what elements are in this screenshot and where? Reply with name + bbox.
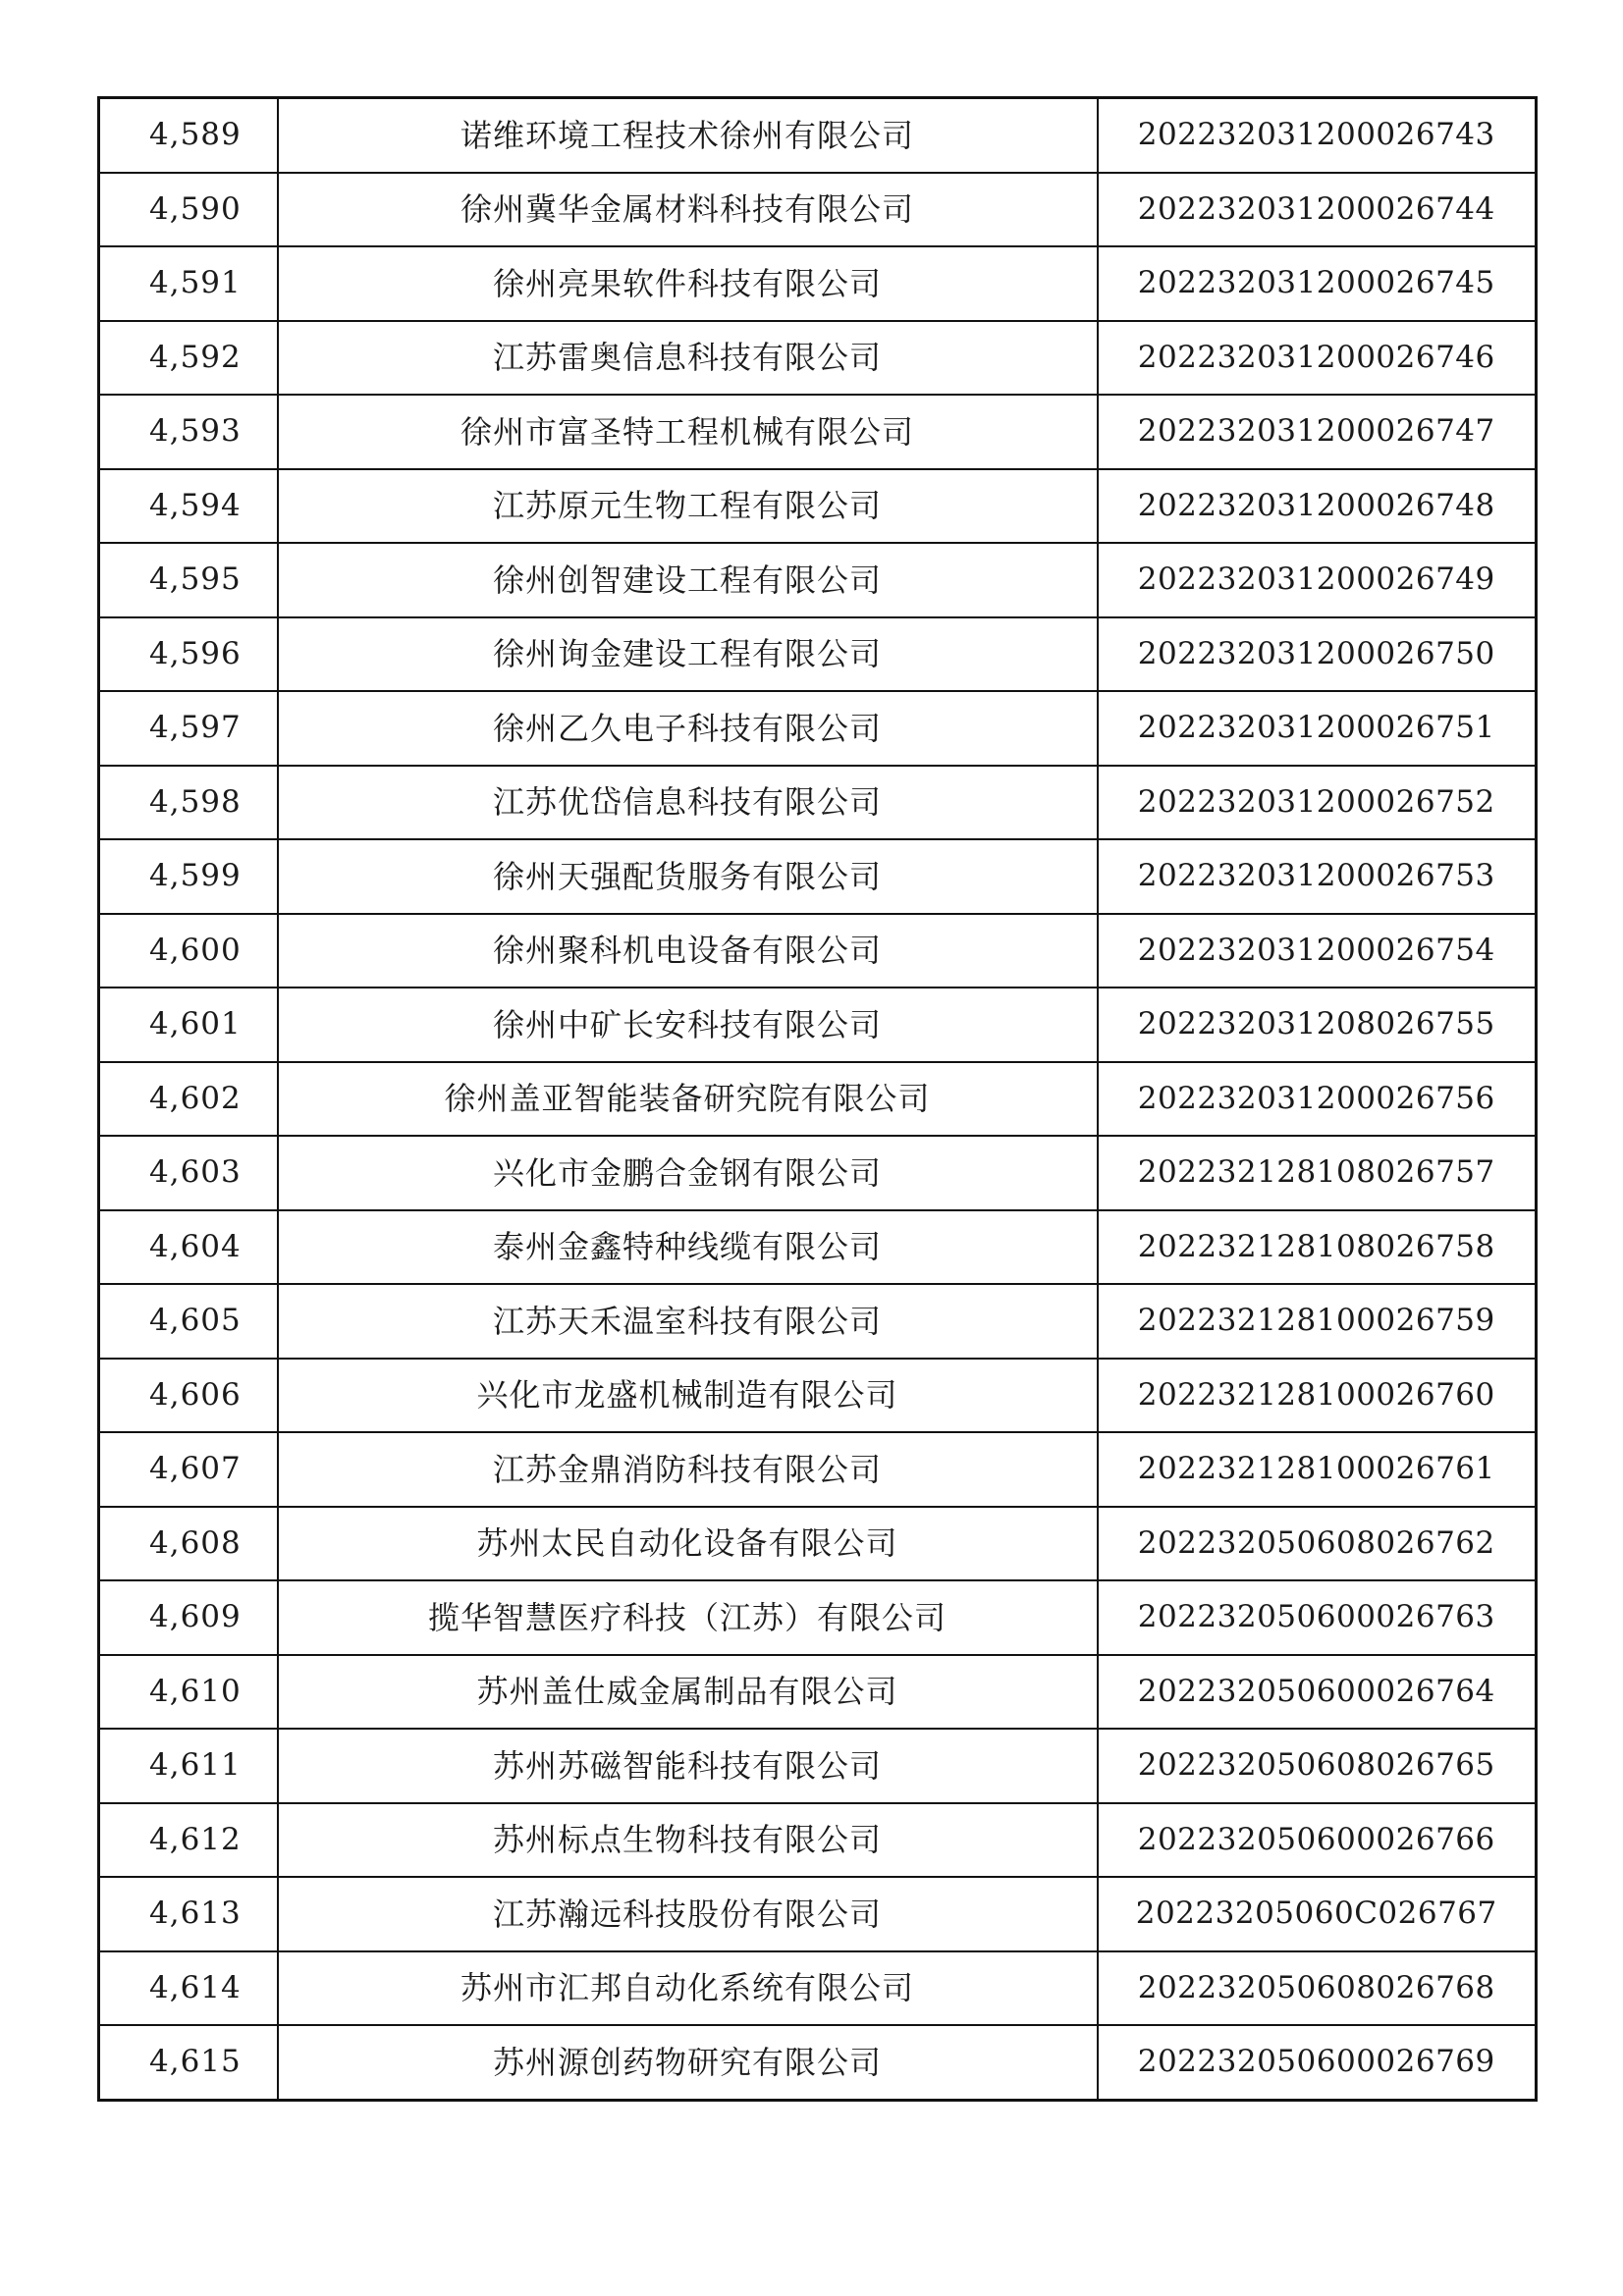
registration-code: 202232031200026749: [1098, 543, 1537, 617]
registration-code: 202232031200026753: [1098, 839, 1537, 914]
row-number: 4,605: [99, 1284, 278, 1359]
company-name: 泰州金鑫特种线缆有限公司: [278, 1210, 1098, 1285]
registration-code: 202232050608026762: [1098, 1507, 1537, 1581]
registration-code: 202232050600026769: [1098, 2025, 1537, 2100]
company-name: 江苏原元生物工程有限公司: [278, 469, 1098, 544]
company-list-table: [97, 96, 1538, 2102]
company-name: 江苏雷奥信息科技有限公司: [278, 321, 1098, 396]
row-number: 4,612: [99, 1803, 278, 1878]
registration-code: 202232050608026768: [1098, 1951, 1537, 2026]
company-name: 徐州中矿长安科技有限公司: [278, 988, 1098, 1062]
registration-code: 202232031200026744: [1098, 173, 1537, 247]
registration-code: 202232031200026747: [1098, 395, 1537, 469]
table-body: [99, 98, 1537, 2101]
row-number: 4,604: [99, 1210, 278, 1285]
row-number: 4,590: [99, 173, 278, 247]
row-number: 4,600: [99, 914, 278, 988]
registration-code: 202232031200026754: [1098, 914, 1537, 988]
table-row: [99, 469, 1537, 544]
company-name: 江苏瀚远科技股份有限公司: [278, 1877, 1098, 1951]
table-row: [99, 1877, 1537, 1951]
row-number: 4,614: [99, 1951, 278, 2026]
row-number: 4,591: [99, 246, 278, 321]
table-row: [99, 246, 1537, 321]
row-number: 4,602: [99, 1062, 278, 1137]
row-number: 4,609: [99, 1580, 278, 1655]
row-number: 4,611: [99, 1729, 278, 1803]
registration-code: 202232031200026745: [1098, 246, 1537, 321]
registration-code: 202232031200026752: [1098, 766, 1537, 840]
row-number: 4,613: [99, 1877, 278, 1951]
company-name: 诺维环境工程技术徐州有限公司: [278, 98, 1098, 173]
company-name: 徐州天强配货服务有限公司: [278, 839, 1098, 914]
company-name: 苏州盖仕威金属制品有限公司: [278, 1655, 1098, 1730]
company-name: 揽华智慧医疗科技（江苏）有限公司: [278, 1580, 1098, 1655]
table-row: [99, 1951, 1537, 2026]
table-row: [99, 1136, 1537, 1210]
company-name: 苏州市汇邦自动化系统有限公司: [278, 1951, 1098, 2026]
row-number: 4,601: [99, 988, 278, 1062]
registration-code: 20223205060C026767: [1098, 1877, 1537, 1951]
company-name: 江苏金鼎消防科技有限公司: [278, 1432, 1098, 1507]
company-name: 兴化市龙盛机械制造有限公司: [278, 1359, 1098, 1433]
row-number: 4,595: [99, 543, 278, 617]
company-name: 徐州市富圣特工程机械有限公司: [278, 395, 1098, 469]
table-row: [99, 2025, 1537, 2100]
row-number: 4,599: [99, 839, 278, 914]
table-row: [99, 1655, 1537, 1730]
row-number: 4,593: [99, 395, 278, 469]
registration-code: 202232031200026750: [1098, 617, 1537, 692]
company-name: 徐州创智建设工程有限公司: [278, 543, 1098, 617]
registration-code: 202232128100026759: [1098, 1284, 1537, 1359]
company-name: 徐州聚科机电设备有限公司: [278, 914, 1098, 988]
row-number: 4,607: [99, 1432, 278, 1507]
row-number: 4,589: [99, 98, 278, 173]
registration-code: 202232031200026748: [1098, 469, 1537, 544]
company-name: 苏州太民自动化设备有限公司: [278, 1507, 1098, 1581]
row-number: 4,606: [99, 1359, 278, 1433]
table-row: [99, 691, 1537, 766]
table-row: [99, 1729, 1537, 1803]
registration-code: 202232128108026757: [1098, 1136, 1537, 1210]
registration-code: 202232050608026765: [1098, 1729, 1537, 1803]
company-name: 徐州询金建设工程有限公司: [278, 617, 1098, 692]
table-row: [99, 1432, 1537, 1507]
registration-code: 202232050600026763: [1098, 1580, 1537, 1655]
row-number: 4,597: [99, 691, 278, 766]
registration-code: 202232031200026751: [1098, 691, 1537, 766]
company-name: 江苏优岱信息科技有限公司: [278, 766, 1098, 840]
row-number: 4,608: [99, 1507, 278, 1581]
table-row: [99, 1580, 1537, 1655]
table-row: [99, 1507, 1537, 1581]
registration-code: 202232031200026756: [1098, 1062, 1537, 1137]
registration-code: 202232050600026764: [1098, 1655, 1537, 1730]
company-name: 苏州苏磁智能科技有限公司: [278, 1729, 1098, 1803]
table-row: [99, 1284, 1537, 1359]
row-number: 4,603: [99, 1136, 278, 1210]
table-row: [99, 914, 1537, 988]
table-row: [99, 173, 1537, 247]
table-row: [99, 98, 1537, 173]
table-row: [99, 321, 1537, 396]
table-row: [99, 1062, 1537, 1137]
row-number: 4,615: [99, 2025, 278, 2100]
company-name: 苏州源创药物研究有限公司: [278, 2025, 1098, 2100]
company-name: 徐州乙久电子科技有限公司: [278, 691, 1098, 766]
company-list-table-wrapper: [97, 96, 1535, 2102]
company-name: 苏州标点生物科技有限公司: [278, 1803, 1098, 1878]
row-number: 4,610: [99, 1655, 278, 1730]
registration-code: 202232128100026761: [1098, 1432, 1537, 1507]
company-name: 徐州冀华金属材料科技有限公司: [278, 173, 1098, 247]
company-name: 徐州盖亚智能装备研究院有限公司: [278, 1062, 1098, 1137]
registration-code: 202232031208026755: [1098, 988, 1537, 1062]
table-row: [99, 617, 1537, 692]
company-name: 徐州亮果软件科技有限公司: [278, 246, 1098, 321]
table-row: [99, 1803, 1537, 1878]
table-row: [99, 395, 1537, 469]
table-row: [99, 1359, 1537, 1433]
table-row: [99, 988, 1537, 1062]
table-row: [99, 543, 1537, 617]
table-row: [99, 1210, 1537, 1285]
registration-code: 202232031200026746: [1098, 321, 1537, 396]
registration-code: 20223203120002674​3: [1098, 98, 1537, 173]
table-row: [99, 839, 1537, 914]
row-number: 4,594: [99, 469, 278, 544]
row-number: 4,596: [99, 617, 278, 692]
row-number: 4,598: [99, 766, 278, 840]
row-number: 4,592: [99, 321, 278, 396]
company-name: 兴化市金鹏合金钢有限公司: [278, 1136, 1098, 1210]
table-row: [99, 766, 1537, 840]
registration-code: 202232128100026760: [1098, 1359, 1537, 1433]
registration-code: 202232050600026766: [1098, 1803, 1537, 1878]
company-name: 江苏天禾温室科技有限公司: [278, 1284, 1098, 1359]
registration-code: 202232128108026758: [1098, 1210, 1537, 1285]
